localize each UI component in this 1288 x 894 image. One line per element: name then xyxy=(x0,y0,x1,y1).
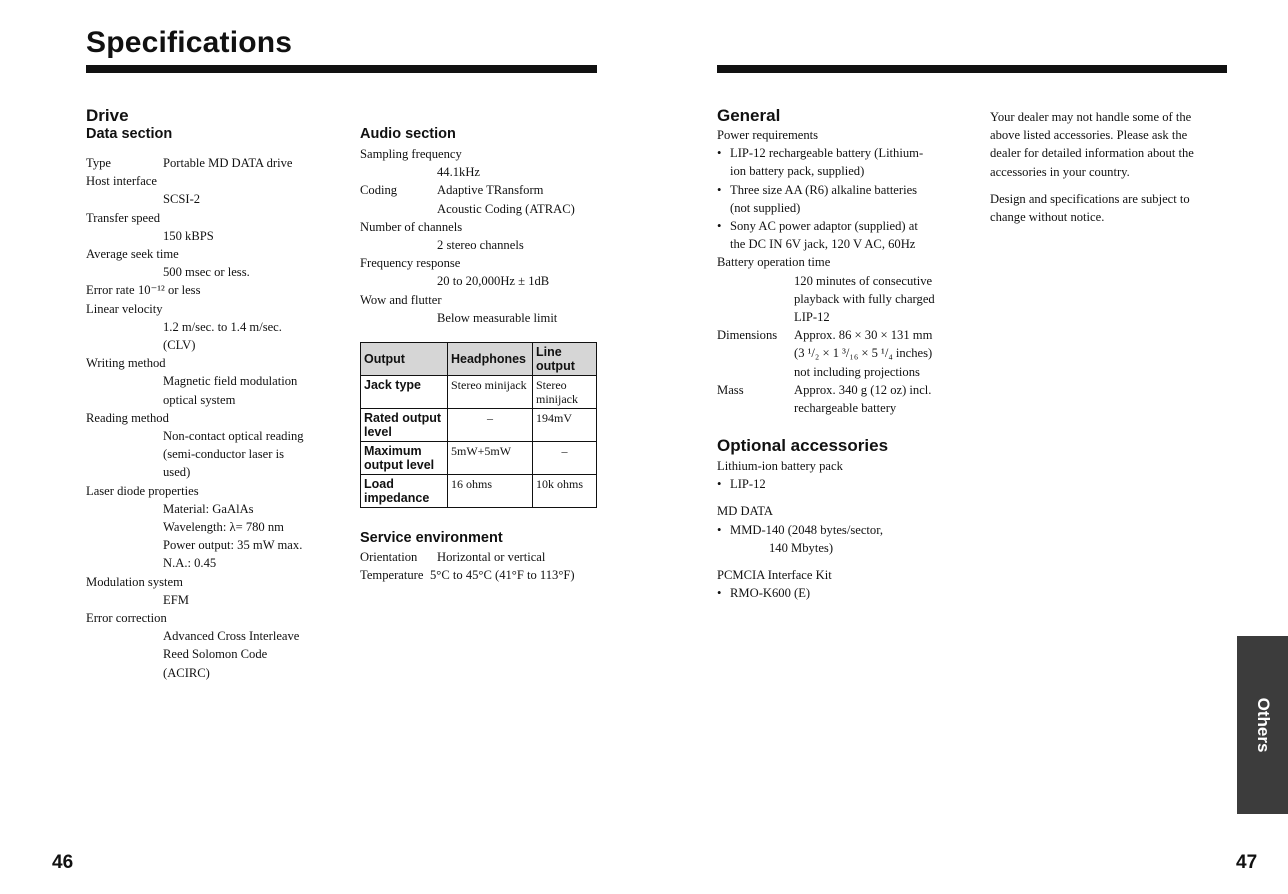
spec-line: Error correction xyxy=(86,611,167,626)
note-line: Design and specifications are subject to xyxy=(990,191,1190,206)
spec-value: LIP-12 xyxy=(794,310,830,325)
spec-line: Mass Approx. 340 g (12 oz) incl. xyxy=(717,382,932,397)
spec-value: not including projections xyxy=(794,364,920,379)
service-heading: Service environment xyxy=(360,530,503,546)
optional-list xyxy=(717,457,967,602)
service-list xyxy=(360,548,600,584)
spec-line: Average seek time xyxy=(86,247,179,262)
spec-line: Power requirements xyxy=(717,128,819,142)
spec-value: 500 msec or less. xyxy=(163,265,250,280)
list-item-cont: the DC IN 6V jack, 120 V AC, 60Hz xyxy=(730,237,916,252)
others-tab xyxy=(1237,636,1288,814)
spec-value: 120 minutes of consecutive xyxy=(794,273,933,288)
table-cell: 5mW+5mW xyxy=(448,442,533,475)
list-item: • RMO-K600 (E) xyxy=(717,584,967,602)
table-row-label: Jack type xyxy=(361,376,448,409)
list-item-cont: ion battery pack, supplied) xyxy=(730,164,865,179)
spec-value: used) xyxy=(163,465,191,480)
spec-value: (CLV) xyxy=(163,338,196,353)
page-number-left: 46 xyxy=(52,852,74,873)
spec-line: Temperature 5°C to 45°C (41°F to 113°F) xyxy=(360,568,575,583)
general-list xyxy=(717,126,967,417)
spec-value: Acoustic Coding (ATRAC) xyxy=(437,201,575,216)
spec-value: Below measurable limit xyxy=(437,310,558,325)
spec-line: Number of channels xyxy=(360,219,463,234)
list-item-cont: (not supplied) xyxy=(730,200,801,215)
audio-section-list xyxy=(360,145,600,327)
spec-line: Type Portable MD DATA drive xyxy=(86,156,293,170)
table-cell: 16 ohms xyxy=(448,475,533,508)
spec-value: (semi-conductor laser is xyxy=(163,447,284,462)
list-item: • Sony AC power adaptor (supplied) at xyxy=(717,217,967,235)
spec-line: Error rate 10⁻¹² or less xyxy=(86,283,201,298)
spec-value: (3 ¹/₂ × 1 ³/₁₆ × 5 ¹/₄ inches) xyxy=(794,346,933,361)
table-cell: Stereo minijack xyxy=(448,376,533,409)
spec-value: (ACIRC) xyxy=(163,665,210,680)
note-line: above listed accessories. Please ask the xyxy=(990,128,1188,143)
spec-line: Transfer speed xyxy=(86,210,161,225)
spec-value: rechargeable battery xyxy=(794,401,897,416)
spec-value: N.A.: 0.45 xyxy=(163,556,217,571)
page-title: Specifications xyxy=(86,26,293,59)
spec-line: Lithium-ion battery pack xyxy=(717,459,843,473)
table-header-headphones: Headphones xyxy=(448,343,533,376)
table-cell: 194mV xyxy=(533,409,597,442)
list-item: • LIP-12 rechargeable battery (Lithium- xyxy=(717,144,967,162)
output-table xyxy=(360,342,597,508)
list-item: • LIP-12 xyxy=(717,475,967,493)
spec-value: playback with fully charged xyxy=(794,291,935,306)
spec-line: Modulation system xyxy=(86,574,183,589)
list-item: • Three size AA (R6) alkaline batteries xyxy=(717,181,967,199)
spec-line: Reading method xyxy=(86,410,169,425)
dealer-note xyxy=(990,108,1230,226)
data-section-heading: Data section xyxy=(86,126,173,142)
table-cell: – xyxy=(448,409,533,442)
audio-section-heading: Audio section xyxy=(360,126,456,142)
table-row-label: Load impedance xyxy=(361,475,448,508)
table-header-output: Output xyxy=(361,343,448,376)
spec-value: 1.2 m/sec. to 1.4 m/sec. xyxy=(163,319,282,334)
list-item-cont: 140 Mbytes) xyxy=(769,540,834,555)
note-line: accessories in your country. xyxy=(990,164,1130,179)
spec-line: Sampling frequency xyxy=(360,147,462,161)
title-rule-right xyxy=(717,65,1227,73)
others-tab-label: Others xyxy=(1253,697,1273,753)
note-line: dealer for detailed information about the xyxy=(990,146,1194,161)
table-row-label: Maximum output level xyxy=(361,442,448,475)
table-header-line-output: Line output xyxy=(533,343,597,376)
spec-value: Power output: 35 mW max. xyxy=(163,538,303,553)
note-line: change without notice. xyxy=(990,210,1105,225)
spec-line: Orientation Horizontal or vertical xyxy=(360,550,546,564)
spec-value: optical system xyxy=(163,392,236,407)
spec-line: Dimensions Approx. 86 × 30 × 131 mm xyxy=(717,328,933,343)
spec-value: EFM xyxy=(163,592,189,607)
page-number-right: 47 xyxy=(1236,852,1258,873)
note-line: Your dealer may not handle some of the xyxy=(990,110,1192,124)
spec-line: Writing method xyxy=(86,356,166,371)
list-item: • MMD-140 (2048 bytes/sector, xyxy=(717,521,967,539)
table-cell: Stereo minijack xyxy=(533,376,597,409)
spec-value: SCSI-2 xyxy=(163,192,201,207)
table-row-label: Rated output level xyxy=(361,409,448,442)
spec-line: Frequency response xyxy=(360,256,461,271)
spec-value: Non-contact optical reading xyxy=(163,429,304,444)
table-cell: – xyxy=(533,442,597,475)
drive-heading: Drive xyxy=(86,106,129,125)
optional-heading: Optional accessories xyxy=(717,436,889,455)
title-rule-left xyxy=(86,65,597,73)
table-cell: 10k ohms xyxy=(533,475,597,508)
spec-line: Host interface xyxy=(86,174,157,189)
data-section-list xyxy=(86,154,336,682)
spec-line: Battery operation time xyxy=(717,255,831,270)
spec-line: Wow and flutter xyxy=(360,292,442,307)
spec-value: 44.1kHz xyxy=(437,165,481,180)
spec-value: 20 to 20,000Hz ± 1dB xyxy=(437,274,550,289)
spec-line: Linear velocity xyxy=(86,301,163,316)
spec-value: 2 stereo channels xyxy=(437,238,524,253)
spec-line: MD DATA xyxy=(717,504,774,519)
spec-line: Laser diode properties xyxy=(86,483,199,498)
spec-value: Reed Solomon Code xyxy=(163,647,268,662)
spec-value: Advanced Cross Interleave xyxy=(163,629,300,644)
general-heading: General xyxy=(717,106,781,125)
spec-line: PCMCIA Interface Kit xyxy=(717,568,832,583)
spec-value: 150 kBPS xyxy=(163,228,214,243)
spec-line: Coding Adaptive TRansform xyxy=(360,183,544,198)
spec-value: Material: GaAlAs xyxy=(163,501,254,516)
spec-value: Wavelength: λ= 780 nm xyxy=(163,520,284,535)
spec-value: Magnetic field modulation xyxy=(163,374,298,389)
